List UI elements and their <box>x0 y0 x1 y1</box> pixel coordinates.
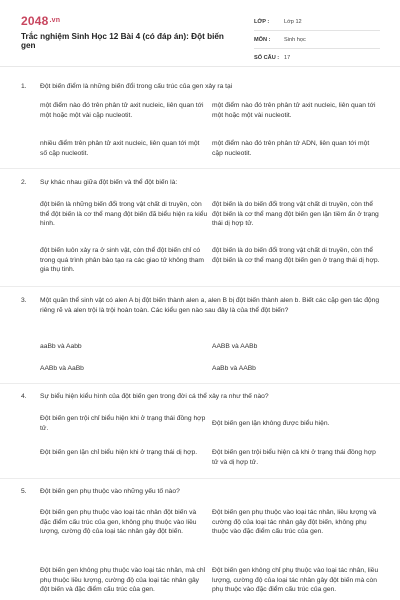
question-number: 3. <box>21 297 27 304</box>
question-5-option-d[interactable]: Đột biến gen không chỉ phụ thuộc vào loại tác nhân, liều lượng, cường độ của loại tác nhân gây đột biến mà còn phụ thuộc vào đặc điểm cấu trúc của gen. <box>212 567 379 594</box>
question-2-option-d[interactable]: đột biến là do biến đổi trong vật chất di truyền, còn thể đột biến là cơ thể mang đột biến gen ở trạng thái dị hợp. <box>212 247 380 264</box>
question-3-option-b[interactable]: AABB và AABb <box>212 343 258 350</box>
question-number: 1. <box>21 83 27 90</box>
document-header <box>0 0 400 66</box>
question-divider <box>0 478 400 479</box>
question-number: 5. <box>21 488 27 495</box>
question-text: Đột biến gen phụ thuộc vào những yếu tố nào? <box>40 488 180 495</box>
question-number: 4. <box>21 393 27 400</box>
header-divider <box>0 66 400 67</box>
question-3-option-a[interactable]: aaBb và Aabb <box>40 343 82 350</box>
page-title: Trắc nghiệm Sinh Học 12 Bài 4 (có đáp án): Đột biến gen <box>21 32 224 50</box>
question-2-option-b[interactable]: đột biến là do biến đổi trong vật chất di truyền, còn thể đột biến là cơ thể mang đột biến gen lặn tiềm ẩn ở trạng thái dị hợp tử. <box>212 201 379 228</box>
info-label: MÔN : <box>254 37 271 43</box>
info-row-class <box>254 16 380 31</box>
question-text: Đột biến điểm là những biến đổi trong cấu trúc của gen xảy ra tại <box>40 83 233 90</box>
question-4-option-b[interactable]: Đột biến gen lặn không được biểu hiện. <box>212 420 330 427</box>
question-2-option-a[interactable]: đột biến là những biến đổi trong vật chất di truyền, còn thể đột biến là cơ thể mang đột biến đã biểu hiện ra kiểu hình. <box>40 201 208 228</box>
question-4-option-c[interactable]: Đột biến gen lặn chỉ biểu hiện khi ở trạng thái dị hợp. <box>40 449 198 456</box>
question-5-option-a[interactable]: Đột biến gen phụ thuộc vào loại tác nhân đột biến và đặc điểm cấu trúc của gen, không phụ thuộc vào liều lượng, cường độ của loại tác nhân gây đột biến. <box>40 509 197 536</box>
info-label: LỚP : <box>254 19 270 25</box>
info-label: SỐ CÂU : <box>254 55 280 61</box>
info-value: Lớp 12 <box>284 19 302 25</box>
question-4-option-a[interactable]: Đột biến gen trội chỉ biểu hiện khi ở trạng thái đồng hợp tử. <box>40 415 206 432</box>
question-4-option-d[interactable]: Đột biến gen trội biểu hiện cả khi ở trạng thái đồng hợp tử và dị hợp tử. <box>212 449 376 466</box>
question-divider <box>0 383 400 384</box>
question-number: 2. <box>21 179 27 186</box>
info-value: 17 <box>284 55 291 61</box>
question-2-option-c[interactable]: đột biến luôn xảy ra ở sinh vật, còn thể đột biến chỉ có trong quá trình phân bào tạo ra các giao tử không tham gia thụ tinh. <box>40 247 204 274</box>
question-1-option-b[interactable]: một điểm nào đó trên phân tử axit nucleic, liên quan tới một hoặc một vài nucleotit. <box>212 102 376 119</box>
info-panel <box>254 16 380 70</box>
question-text: Một quần thể sinh vật có alen A bị đột biến thành alen a, alen B bị đột biến thành alen b. Biết các cặp gen tác động riêng rẽ và alen trội là trội hoàn toàn. Các kiểu gen nào sau đây là của thể đột biến? <box>40 297 380 314</box>
logo-main: 2048 <box>21 14 49 28</box>
question-text: Sự khác nhau giữa đột biến và thể đột biến là: <box>40 179 178 186</box>
question-1-option-c[interactable]: nhiều điểm trên phân tử axit nucleic, liên quan tới một số cặp nucleotit. <box>40 140 200 157</box>
site-logo[interactable] <box>21 14 60 28</box>
question-divider <box>0 286 400 287</box>
info-value: Sinh học <box>284 37 306 43</box>
question-3-option-d[interactable]: AaBb và AABb <box>212 365 256 372</box>
info-row-subject <box>254 34 380 49</box>
question-divider <box>0 168 400 169</box>
question-1-option-d[interactable]: một điểm nào đó trên phân tử ADN, liên quan tới một cặp nucleotit. <box>212 140 370 157</box>
info-row-count <box>254 52 380 67</box>
question-5-option-b[interactable]: Đột biến gen phụ thuộc vào loại tác nhân, liều lượng và cường độ của loại tác nhân gây đột biến, không phụ thuộc vào đặc điểm cấu trúc của gen. <box>212 509 377 536</box>
question-text: Sự biểu hiện kiểu hình của đột biến gen trong đời cá thể xảy ra như thế nào? <box>40 393 269 400</box>
question-5-option-c[interactable]: Đột biến gen không phụ thuộc vào loại tác nhân, mà chỉ phụ thuộc liều lượng, cường độ của loại tác nhân gây đột biến và đặc điểm cấu trúc của gen. <box>40 567 206 594</box>
logo-suffix: .vn <box>49 17 61 24</box>
question-3-option-c[interactable]: AABb và AaBb <box>40 365 84 372</box>
question-1-option-a[interactable]: một điểm nào đó trên phân tử axit nucleic, liên quan tới một hoặc một vài cặp nucleotit. <box>40 102 204 119</box>
